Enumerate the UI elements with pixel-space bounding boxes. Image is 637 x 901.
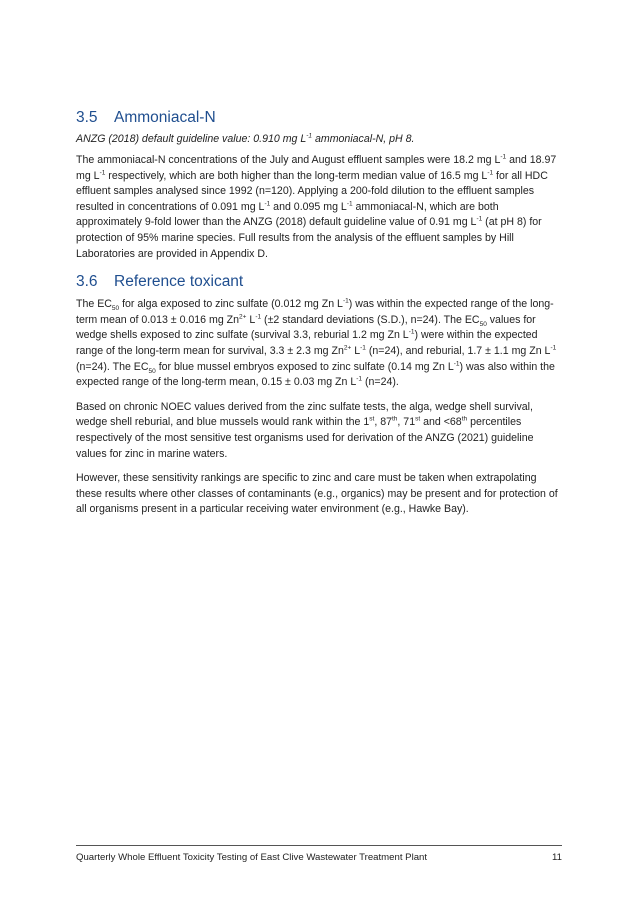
section-title: Reference toxicant — [114, 273, 244, 291]
superscript: -1 — [500, 153, 507, 161]
text-run: (±2 standard deviations (S.D.), n=24). The EC — [261, 313, 480, 326]
section-heading-3-5 — [76, 108, 562, 128]
text-run: The EC — [76, 298, 112, 311]
guideline-text: ANZG (2018) default guideline value: 0.910 mg L — [76, 133, 307, 145]
superscript: -1 — [342, 297, 349, 305]
text-run: respectively, which are both higher than the long-term median value of 16.5 mg L — [105, 169, 488, 182]
text-run: (n=24). The EC — [76, 360, 149, 373]
superscript: -1 — [306, 132, 313, 140]
text-run: (n=24), and reburial, 1.7 ± 1.1 mg Zn L — [365, 344, 551, 357]
superscript: -1 — [360, 344, 366, 352]
text-run: L — [351, 344, 361, 357]
subscript: 50 — [111, 305, 120, 313]
section-heading-3-6 — [76, 272, 562, 292]
text-run: for alga exposed to zinc sulfate (0.012 mg Zn L — [119, 298, 343, 311]
noec-ranking-paragraph — [76, 400, 562, 462]
superscript: -1 — [255, 313, 262, 321]
text-run: values for wedge shells exposed to zinc sulfate (survival 3.3, reburial 1.2 mg Zn L — [76, 313, 536, 342]
page-footer — [76, 845, 562, 863]
text-run: , 87 — [374, 416, 392, 429]
text-run: ) were within the expected range of the long-term mean for survival, 3.3 ± 2.3 mg Zn — [76, 329, 538, 357]
superscript: -1 — [550, 344, 557, 352]
text-run: and <68 — [420, 416, 462, 429]
guideline-value-note — [76, 132, 562, 147]
page-content — [76, 108, 562, 527]
text-run: percentiles respectively of the most sensitive test organisms used for derivation of the ANZG (2021) guideline values for zinc in marine waters. — [76, 416, 534, 460]
superscript: -1 — [264, 200, 271, 208]
superscript: th — [392, 415, 398, 423]
section-number: 3.5 — [76, 109, 98, 126]
text-run: ) was also within the expected range of the long-term mean, 0.15 ± 0.03 mg Zn L — [76, 360, 555, 389]
superscript: 2+ — [239, 313, 247, 321]
text-run: and 0.095 mg L — [270, 200, 347, 213]
superscript: 2+ — [343, 344, 352, 352]
superscript: st — [415, 415, 421, 423]
text-run: ) was within the expected range of the long-term mean of 0.013 ± 0.016 mg Zn — [76, 298, 554, 326]
superscript: -1 — [408, 328, 415, 336]
text-run: (n=24). — [362, 376, 399, 389]
text-run: for all HDC effluent samples analysed since 1992 (n=120). Applying a 200-fold dilution to the effluent samples resulted in concentrations of 0.091 mg L — [76, 169, 548, 213]
text-run: and 18.97 mg L — [76, 154, 557, 182]
subscript: 50 — [148, 367, 156, 375]
guideline-text: ammoniacal-N, pH 8. — [312, 133, 415, 145]
superscript: st — [369, 415, 375, 423]
footer-document-title: Quarterly Whole Effluent Toxicity Testing of East Clive Wastewater Treatment Plant — [76, 852, 428, 863]
sensitivity-caveat-paragraph: However, these sensitivity rankings are specific to zinc and care must be taken when extrapolating these results where other classes of contaminants (e.g., organics) may be present and for protection of all organisms present in a particular receiving water environment (e.g., Hawke Bay). — [76, 472, 558, 516]
reference-toxicant-paragraph — [76, 297, 562, 391]
section-title: Ammoniacal-N — [114, 109, 216, 126]
subscript: 50 — [479, 320, 487, 328]
superscript: -1 — [476, 215, 483, 223]
superscript: -1 — [453, 360, 460, 367]
text-run: for blue mussel embryos exposed to zinc sulfate (0.14 mg Zn L — [155, 360, 454, 373]
page-number: 11 — [552, 852, 562, 863]
superscript: -1 — [356, 375, 363, 383]
text-run: The ammoniacal-N concentrations of the July and August effluent samples were 18.2 mg L — [76, 154, 501, 166]
section-number: 3.6 — [76, 273, 98, 291]
text-run: ammoniacal-N, which are both approximately 9-fold lower than the ANZG (2018) default guideline value of 0.91 mg L — [76, 200, 499, 229]
text-run: Based on chronic NOEC values derived from the zinc sulfate tests, the alga, wedge shell survival, wedge shell reburial, and blue mussels would rank within the 1 — [76, 400, 533, 429]
superscript: -1 — [346, 200, 353, 208]
superscript: th — [461, 415, 468, 423]
text-run: (at pH 8) for protection of 95% marine species. Full results from the analysis of the effluent samples by Hill Laboratories are provided in Appendix D. — [76, 216, 542, 260]
superscript: -1 — [487, 169, 494, 177]
ammoniacal-paragraph — [76, 153, 562, 262]
superscript: -1 — [99, 169, 106, 177]
text-run: L — [246, 313, 256, 326]
text-run: , 71 — [397, 416, 416, 429]
